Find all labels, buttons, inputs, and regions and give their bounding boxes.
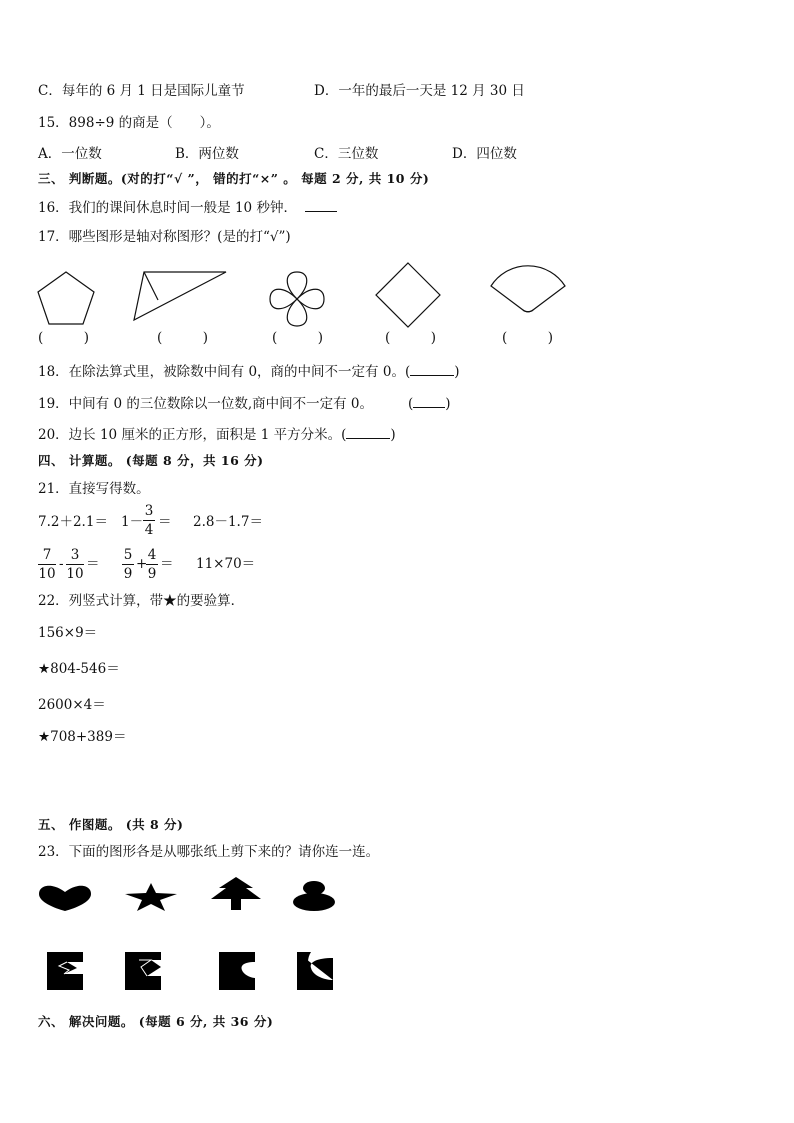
section-4-title: 四、 计算题。 (每题 8 分，共 16 分) — [38, 453, 264, 468]
q22-item-3: 2600×4＝ — [38, 697, 106, 713]
q21-row2-eq-2: ＝ — [160, 556, 174, 572]
q21-fraction-3-4 — [143, 503, 155, 538]
section-3-title: 三、 判断题。(对的打“√ ”， 错的打“×” 。 每题 2 分, 共 10 分) — [38, 171, 430, 186]
cut-paper-3-icon — [219, 952, 257, 990]
heart-icon — [38, 884, 92, 912]
q21-row2-eq-1: ＝ — [86, 556, 100, 572]
q18-answer-blank[interactable] — [410, 363, 454, 376]
q20-text: 20．边长 10 厘米的正方形，面积是 1 平方分米。( — [38, 427, 347, 443]
q17-text: 17．哪些图形是轴对称图形？(是的打“√”) — [38, 229, 291, 245]
q19-text: 19．中间有 0 的三位数除以一位数,商中间不一定有 0。 — [38, 396, 374, 412]
q15-option-b: B．两位数 — [175, 146, 239, 162]
q20 — [38, 426, 396, 444]
flower-icon — [266, 268, 328, 330]
q14-option-d: D．一年的最后一天是 12 月 30 日 — [314, 83, 525, 99]
q21-minus: - — [59, 556, 64, 572]
numerator: 5 — [123, 547, 133, 563]
cut-paper-1-icon — [47, 952, 85, 990]
q16-answer-blank[interactable] — [305, 199, 337, 212]
q21-expr-2-prefix: 1－ — [121, 514, 144, 530]
q17-answer-bracket-4[interactable]: ( ) — [385, 330, 437, 346]
cut-paper-4-icon — [297, 952, 335, 990]
q15-stem: 15．898÷9 的商是（ ）。 — [38, 115, 220, 131]
q21-fraction-4-9 — [146, 547, 158, 582]
denominator: 4 — [144, 522, 154, 538]
denominator: 10 — [38, 566, 56, 582]
q15-option-a: A．一位数 — [38, 146, 102, 162]
q17-answer-bracket-3[interactable]: ( ) — [272, 330, 324, 346]
q21-expr-3: 2.8－1.7＝ — [193, 514, 263, 530]
q21-expr-1: 7.2＋2.1＝ — [38, 514, 108, 530]
gourd-icon — [292, 880, 336, 912]
pentagon-icon — [36, 270, 96, 326]
q21-fraction-7-10 — [38, 547, 56, 582]
q17-answer-bracket-1[interactable]: ( ) — [38, 330, 90, 346]
q21-fraction-3-10 — [66, 547, 84, 582]
q22-item-4: ★708+389＝ — [38, 729, 127, 745]
denominator: 9 — [123, 566, 133, 582]
q14-option-c: C．每年的 6 月 1 日是国际儿童节 — [38, 83, 245, 99]
q16-text: 16．我们的课间休息时间一般是 10 秒钟． — [38, 200, 297, 216]
q19-answer — [408, 395, 451, 413]
q17-answer-bracket-5[interactable]: ( ) — [502, 330, 554, 346]
q22-item-1: 156×9＝ — [38, 625, 98, 641]
q22-item-2: ★804-546＝ — [38, 661, 120, 677]
section-5-title: 五、 作图题。 (共 8 分) — [38, 817, 184, 832]
q16 — [38, 199, 337, 217]
q23-text: 23．下面的图形各是从哪张纸上剪下来的？请你连一连。 — [38, 844, 380, 860]
numerator: 3 — [144, 503, 154, 519]
section-6-title: 六、 解决问题。 (每题 6 分, 共 36 分) — [38, 1014, 274, 1029]
q21-plus: + — [136, 556, 148, 572]
q18-text: 18．在除法算式里，被除数中间有 0，商的中间不一定有 0。( — [38, 364, 411, 380]
star-icon — [125, 883, 177, 911]
q21-fraction-5-9 — [122, 547, 134, 582]
q21-expr-11x70: 11×70＝ — [196, 556, 256, 572]
numerator: 4 — [147, 547, 157, 563]
fan-icon — [489, 264, 567, 320]
q21-text: 21．直接写得数。 — [38, 481, 150, 497]
q20-close: ) — [390, 427, 396, 443]
q18 — [38, 363, 460, 381]
q22-text: 22．列竖式计算，带★的要验算． — [38, 593, 245, 609]
q15-option-c: C．三位数 — [314, 146, 379, 162]
numerator: 7 — [42, 547, 52, 563]
q19-open: ( — [408, 396, 414, 412]
q17-answer-bracket-2[interactable]: ( ) — [157, 330, 209, 346]
triangle-icon — [132, 270, 228, 322]
denominator: 9 — [147, 566, 157, 582]
q20-answer-blank[interactable] — [346, 426, 390, 439]
q15-option-d: D．四位数 — [452, 146, 517, 162]
q19-answer-blank[interactable] — [413, 395, 445, 408]
numerator: 3 — [70, 547, 80, 563]
denominator: 10 — [66, 566, 84, 582]
q19-close: ) — [445, 396, 451, 412]
tree-icon — [209, 877, 263, 911]
diamond-icon — [375, 262, 441, 328]
q21-expr-2-suffix: ＝ — [158, 514, 172, 530]
cut-paper-2-icon — [125, 952, 163, 990]
q18-close: ) — [454, 364, 460, 380]
